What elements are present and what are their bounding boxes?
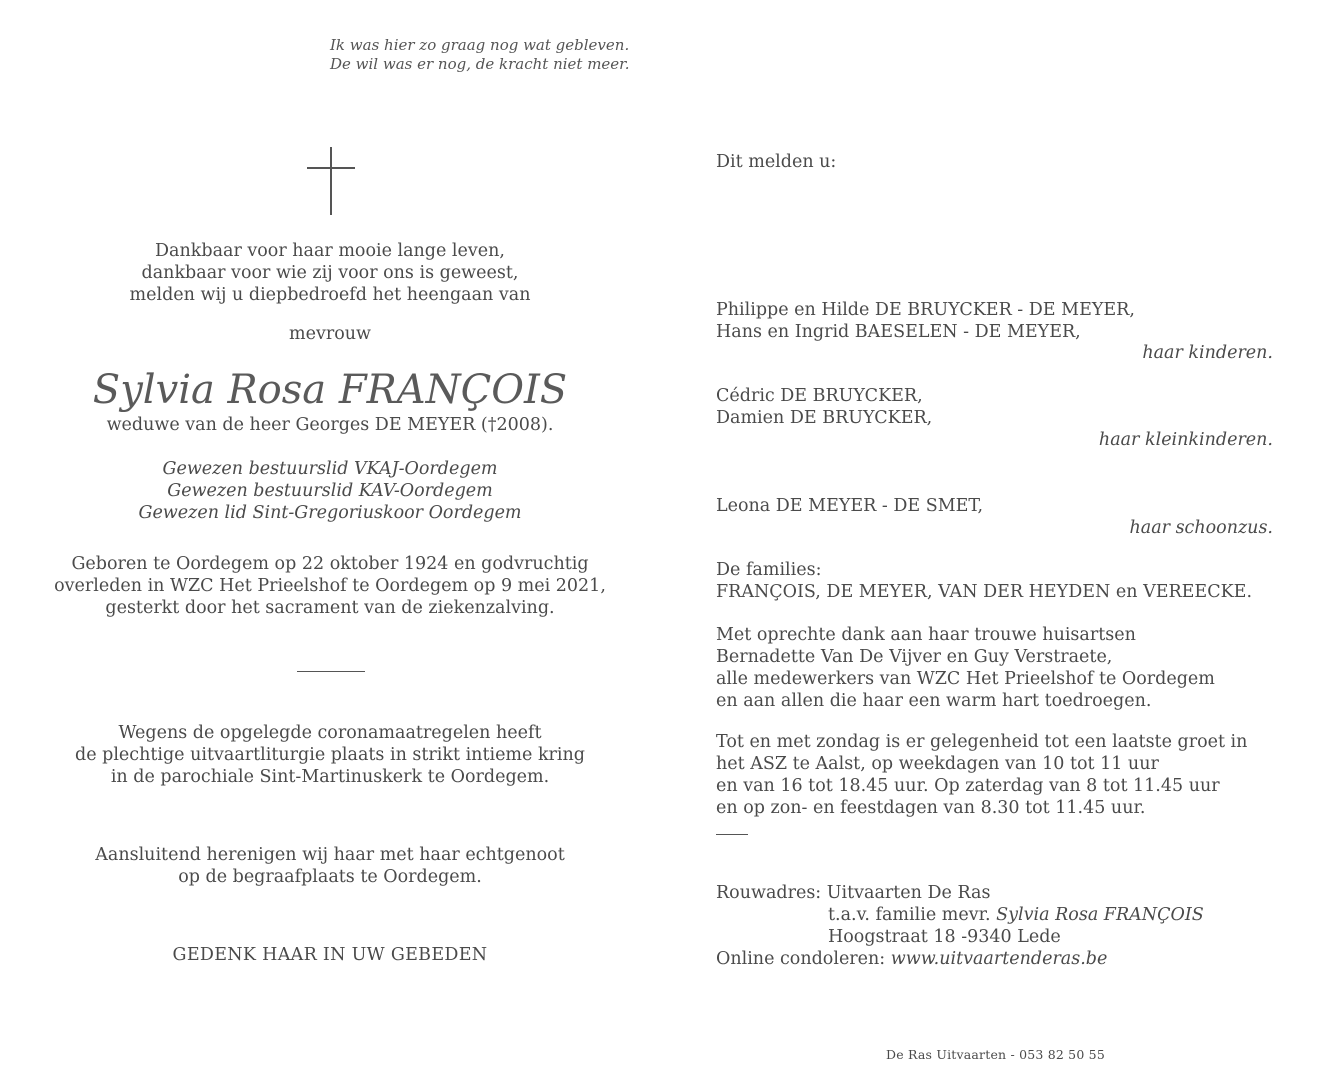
- former-roles: [60, 458, 600, 524]
- widow-of: weduwe van de heer Georges DE MEYER (†2008).: [106, 415, 554, 435]
- born-line: overleden in WZC Het Prieelshof te Oordegem op 9 mei 2021,: [54, 576, 606, 596]
- born-line: Geboren te Oordegem op 22 oktober 1924 en godvruchtig: [71, 554, 589, 574]
- funeral-line: de plechtige uitvaartliturgie plaats in strikt intieme kring: [75, 745, 585, 765]
- intro-line: dankbaar voor wie zij voor ons is geweest,: [141, 263, 519, 283]
- announce-heading: Dit melden u:: [716, 152, 837, 172]
- funeral-text: [20, 722, 640, 788]
- burial-text: [20, 844, 640, 888]
- poem-line: De wil was er nog, de kracht niet meer.: [330, 55, 630, 73]
- thanks-line: Met oprechte dank aan haar trouwe huisartsen: [716, 625, 1136, 645]
- visiting-line: en van 16 tot 18.45 uur. Op zaterdag van 8 tot 11.45 uur: [716, 776, 1220, 796]
- online-url-link[interactable]: www.uitvaartenderas.be: [890, 949, 1108, 969]
- online-condolence: [716, 948, 1204, 970]
- born-line: gesterkt door het sacrament van de ziekenzalving.: [105, 598, 555, 618]
- role-item: Gewezen bestuurslid KAV-Oordegem: [167, 481, 493, 501]
- grandchildren-role: haar kleinkinderen.: [1098, 430, 1273, 450]
- thanks-line: Bernadette Van De Vijver en Guy Verstraete,: [716, 647, 1113, 667]
- visiting-line: en op zon- en feestdagen van 8.30 tot 11.45 uur.: [716, 798, 1146, 818]
- footer-credit: De Ras Uitvaarten - 053 82 50 55: [886, 1047, 1105, 1062]
- children-role: haar kinderen.: [1142, 343, 1273, 363]
- poem-line: Ik was hier zo graag nog wat gebleven.: [330, 36, 630, 54]
- prayer-request: GEDENK HAAR IN UW GEBEDEN: [172, 945, 488, 965]
- address-street: Hoogstraat 18 -9340 Lede: [828, 927, 1061, 947]
- address-label: Rouwadres:: [716, 883, 822, 903]
- families-names: FRANÇOIS, DE MEYER, VAN DER HEYDEN en VEREECKE.: [716, 582, 1253, 602]
- address-attn: [716, 904, 1204, 926]
- grandchildren-list: [716, 385, 932, 429]
- inlaw-role: haar schoonzus.: [1129, 518, 1273, 538]
- visiting-line: Tot en met zondag is er gelegenheid tot een laatste groet in: [716, 732, 1248, 752]
- family-member: Philippe en Hilde DE BRUYCKER - DE MEYER,: [716, 300, 1135, 320]
- family-member: Leona DE MEYER - DE SMET,: [716, 496, 984, 516]
- visiting-hours: [716, 731, 1247, 819]
- address-line: [716, 882, 1204, 904]
- online-label: Online condoleren:: [716, 949, 886, 969]
- attn-prefix: t.a.v. familie mevr.: [828, 905, 991, 925]
- attn-name: Sylvia Rosa FRANÇOIS: [996, 905, 1204, 925]
- families-label: De families:: [716, 560, 822, 580]
- funeral-home: Uitvaarten De Ras: [826, 883, 991, 903]
- family-member: Cédric DE BRUYCKER,: [716, 386, 923, 406]
- intro-line: Dankbaar voor haar mooie lange leven,: [155, 241, 505, 261]
- family-member: Hans en Ingrid BAESELEN - DE MEYER,: [716, 322, 1081, 342]
- deceased-name: Sylvia Rosa FRANÇOIS: [92, 367, 568, 413]
- thanks-text: [716, 624, 1215, 712]
- family-member: Damien DE BRUYCKER,: [716, 408, 933, 428]
- divider: [297, 671, 365, 672]
- salutation: mevrouw: [289, 324, 371, 344]
- birth-death-text: [20, 553, 640, 619]
- inlaw-list: [716, 495, 983, 517]
- funeral-line: Wegens de opgelegde coronamaatregelen heeft: [118, 723, 542, 743]
- mourning-address: [716, 882, 1204, 970]
- burial-line: Aansluitend herenigen wij haar met haar echtgenoot: [95, 845, 565, 865]
- intro-line: melden wij u diepbedroefd het heengaan van: [129, 285, 531, 305]
- intro-text: [60, 240, 600, 306]
- funeral-line: in de parochiale Sint-Martinuskerk te Oordegem.: [110, 767, 550, 787]
- families: [716, 559, 1252, 603]
- visiting-line: het ASZ te Aalst, op weekdagen van 10 tot 11 uur: [716, 754, 1159, 774]
- cross-icon: [307, 147, 355, 215]
- thanks-line: en aan allen die haar een warm hart toedroegen.: [716, 691, 1152, 711]
- children-list: [716, 299, 1135, 343]
- role-item: Gewezen lid Sint-Gregoriuskoor Oordegem: [138, 503, 522, 523]
- thanks-line: alle medewerkers van WZC Het Prieelshof te Oordegem: [716, 669, 1215, 689]
- short-divider: [716, 834, 748, 835]
- opening-poem: [330, 36, 629, 74]
- burial-line: op de begraafplaats te Oordegem.: [178, 867, 482, 887]
- role-item: Gewezen bestuurslid VKAJ-Oordegem: [162, 459, 498, 479]
